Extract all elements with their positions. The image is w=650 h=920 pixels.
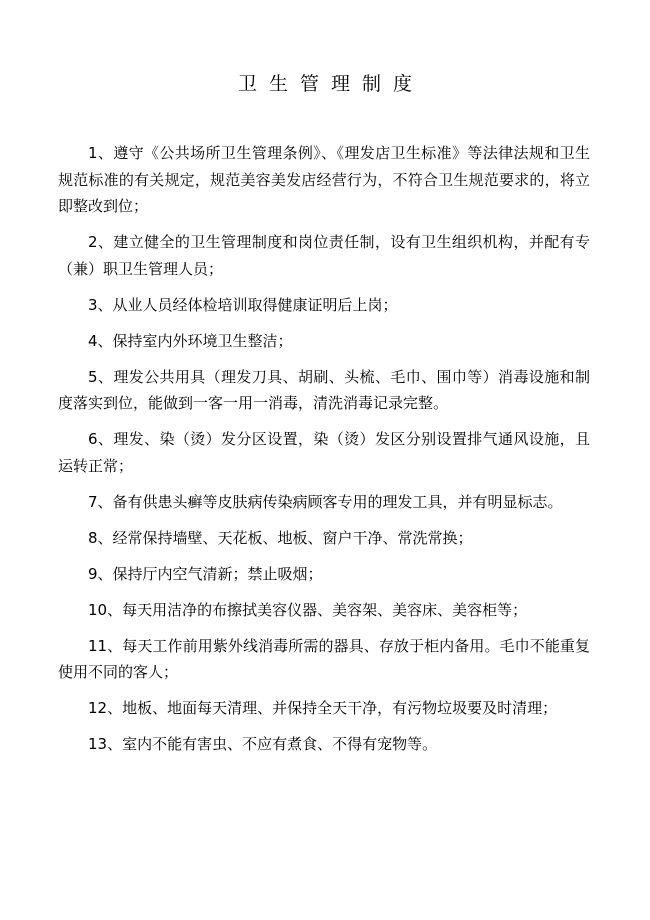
rule-item: 13、室内不能有害虫、不应有煮食、不得有宠物等。	[88, 735, 438, 753]
rule-item: 9、保持厅内空气清新；禁止吸烟；	[88, 564, 323, 583]
rule-item: 2、建立健全的卫生管理制度和岗位责任制，设有卫生组织机构，并配有专（兼）职卫生管理人员；	[58, 233, 590, 278]
rule-item: 5、理发公共用具（理发刀具、胡刷、头梳、毛巾、围巾等）消毒设施和制度落实到位，能做到一客一用一消毒，清洗消毒记录完整。	[58, 367, 590, 412]
rule-item: 7、备有供患头癣等皮肤病传染病顾客专用的理发工具，并有明显标志。	[88, 492, 563, 511]
rule-item: 6、理发、染（烫）发分区设置，染（烫）发区分别设置排气通风设施，且运转正常；	[58, 430, 590, 475]
rule-item: 1、遵守《公共场所卫生管理条例》、《理发店卫生标准》等法律法规和卫生规范标准的有关规定，规范美容美发店经营行为，不符合卫生规范要求的，将立即整改到位；	[58, 144, 590, 215]
rule-item: 10、每天用洁净的布擦拭美容仪器、美容架、美容床、美容柜等；	[88, 600, 528, 619]
rule-item: 11、每天工作前用紫外线消毒所需的器具、存放于柜内备用。毛巾不能重复使用不同的客人；	[58, 636, 590, 681]
document-title: 卫生管理制度	[237, 73, 424, 95]
rule-item: 12、地板、地面每天清理、并保持全天干净，有污物垃圾要及时清理；	[88, 699, 558, 717]
rule-item: 3、从业人员经体检培训取得健康证明后上岗；	[88, 295, 398, 314]
rule-item: 4、保持室内外环境卫生整洁；	[88, 331, 293, 350]
rule-item: 8、经常保持墙壁、天花板、地板、窗户干净、常洗常换；	[88, 528, 473, 547]
rules-list	[58, 140, 590, 767]
